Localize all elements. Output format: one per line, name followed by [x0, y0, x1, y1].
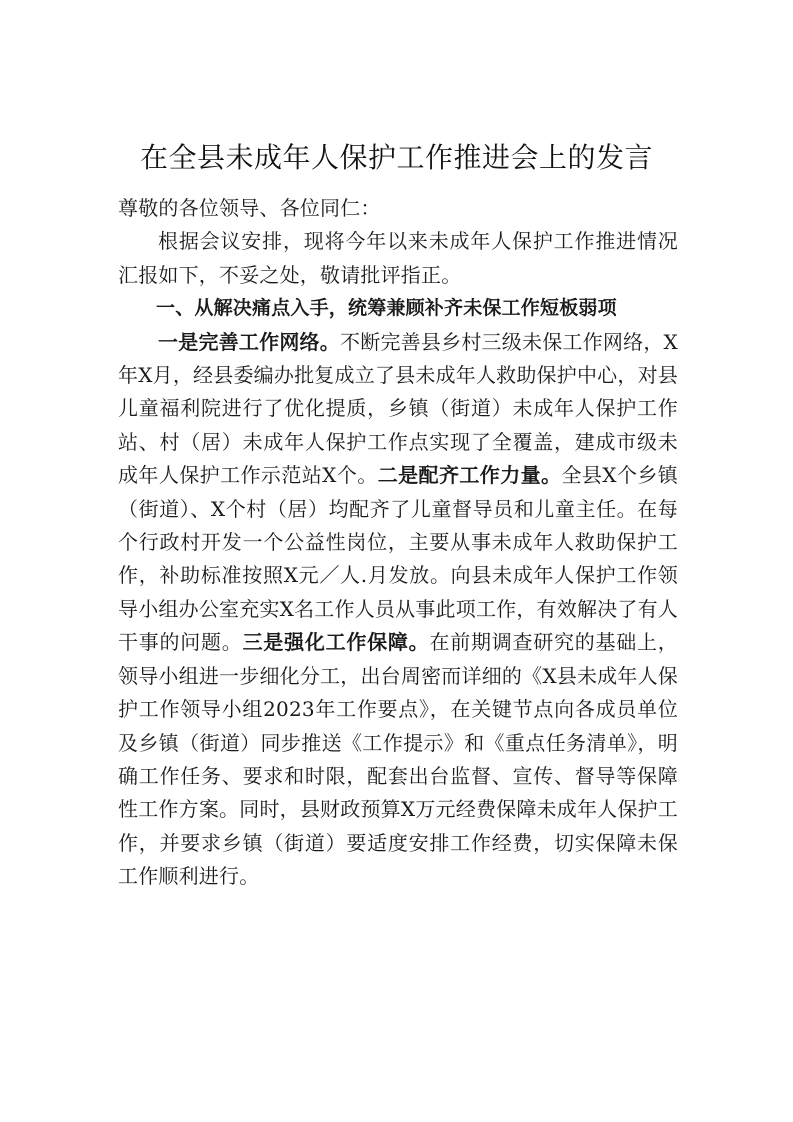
point-3-text: 在前期调查研究的基础上，领导小组进一步细化分工，出台周密而详细的《X县未成年人保护工作领导小组2023年工作要点》，在关键节点向各成员单位及乡镇（街道）同步推送《工作提示》和《重点任务清单》，明确工作任务、要求和时限，配套出台监督、宣传、督导等保障性工作方案。同时，县财政预算X万元经费保障未成年人保护工作，并要求乡镇（街道）要适度安排工作经费，切实保障未保工作顺利进行。 [118, 630, 679, 889]
section-body-paragraph [118, 326, 678, 894]
intro-paragraph: 根据会议安排，现将今年以来未成年人保护工作推进情况汇报如下，不妥之处，敬请批评指正。 [118, 229, 678, 287]
point-3-heading: 三是强化工作保障。 [242, 630, 430, 655]
point-1-heading: 一是完善工作网络。 [158, 329, 340, 354]
document-title: 在全县未成年人保护工作推进会上的发言 [139, 141, 653, 174]
section-heading: 一、从解决痛点入手，统筹兼顾补齐未保工作短板弱项 [156, 297, 617, 320]
point-2-heading: 二是配齐工作力量。 [377, 463, 562, 488]
salutation: 尊敬的各位领导、各位同仁： [118, 196, 381, 220]
point-2-text: 全县X个乡镇（街道）、X个村（居）均配齐了儿童督导员和儿童主任。在每个行政村开发一个公益性岗位，主要从事未成年人救助保护工作，补助标准按照X元／人.月发放。向县未成年人保护工作领导小组办公室充实X名工作人员从事此项工作，有效解决了有人干事的问题。 [118, 463, 678, 655]
document-body [118, 192, 678, 894]
point-1-text: 不断完善县乡村三级未保工作网络，X年X月，经县委编办批复成立了县未成年人救助保护中心，对县儿童福利院进行了优化提质，乡镇（街道）未成年人保护工作站、村（居）未成年人保护工作点实现了全覆盖，建成市级未成年人保护工作示范站X个。 [118, 329, 678, 488]
